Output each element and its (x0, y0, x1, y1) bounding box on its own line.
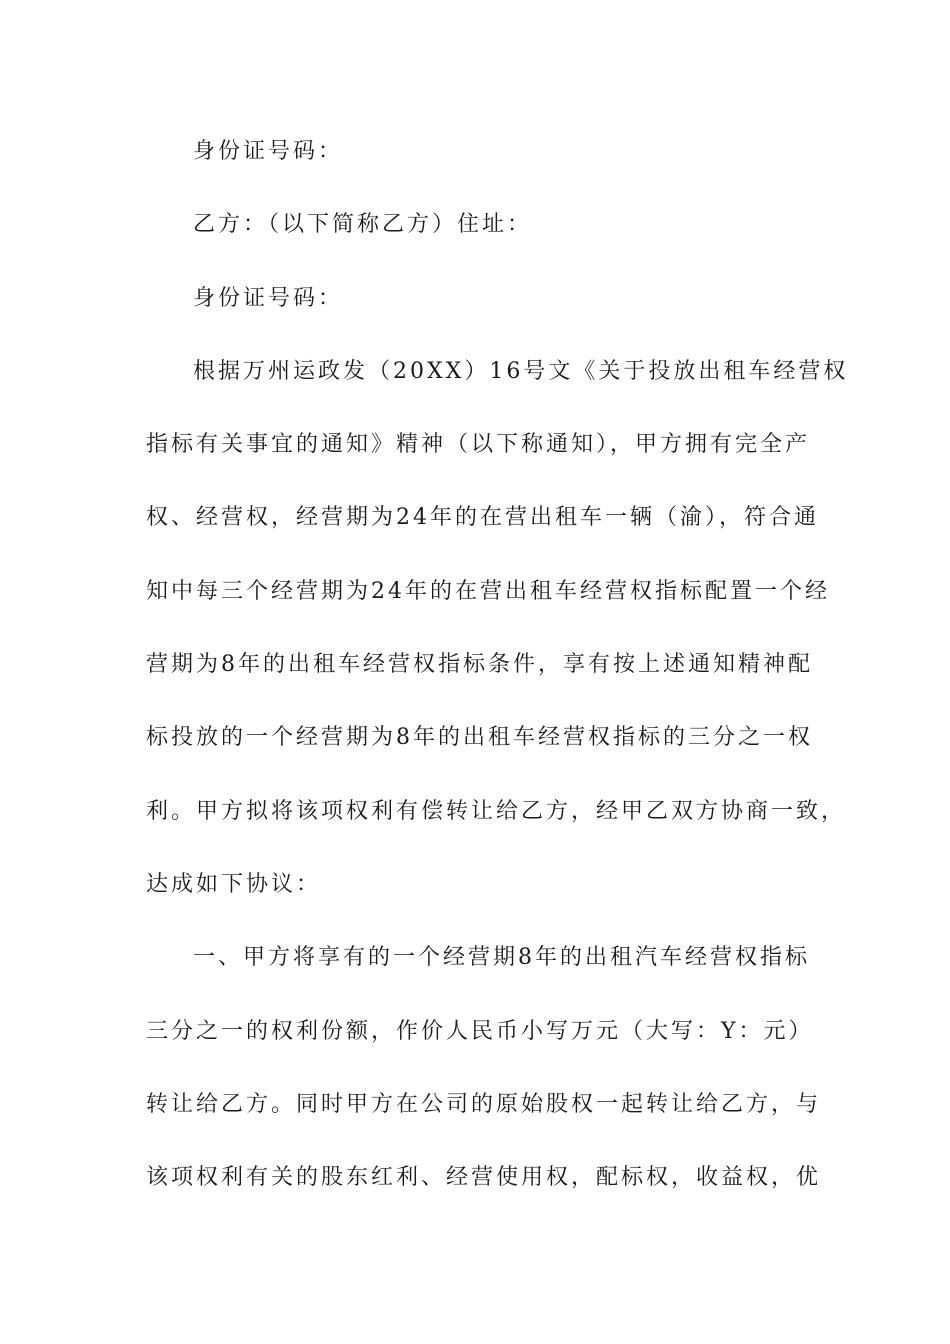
paragraph-line: 权、经营权，经营期为24年的在营出租车一辆（渝），符合通 (146, 505, 819, 531)
party-b-address-label: 乙方：（以下简称乙方）住址： (193, 212, 533, 238)
paragraph-line: 知中每三个经营期为24年的在营出租车经营权指标配置一个经 (146, 578, 830, 604)
clause-one-line: 该项权利有关的股东红利、经营使用权，配标权，收益权，优 (146, 1165, 822, 1191)
paragraph-line: 根据万州运政发（20XX）16号文《关于投放出租车经营权 (193, 358, 849, 384)
paragraph-line: 达成如下协议： (146, 871, 322, 897)
id-number-label-party-a: 身份证号码： (193, 139, 344, 164)
clause-one-line: 转让给乙方。同时甲方在公司的原始股权一起转让给乙方，与 (146, 1091, 822, 1117)
clause-one-line: 一、甲方将享有的一个经营期8年的出租汽车经营权指标 (193, 945, 810, 971)
id-number-label-party-b: 身份证号码： (193, 285, 344, 311)
paragraph-line: 营期为8年的出租车经营权指标条件，享有按上述通知精神配 (146, 652, 813, 678)
paragraph-line: 利。甲方拟将该项权利有偿转让给乙方，经甲乙双方协商一致， (146, 798, 847, 824)
document-body (146, 126, 849, 1225)
paragraph-line: 标投放的一个经营期为8年的出租车经营权指标的三分之一权 (146, 725, 813, 751)
paragraph-line: 指标有关事宜的通知》精神（以下称通知），甲方拥有完全产 (146, 432, 811, 458)
clause-one-line: 三分之一的权利份额，作价人民币小写万元（大写：Y：元） (146, 1018, 814, 1044)
